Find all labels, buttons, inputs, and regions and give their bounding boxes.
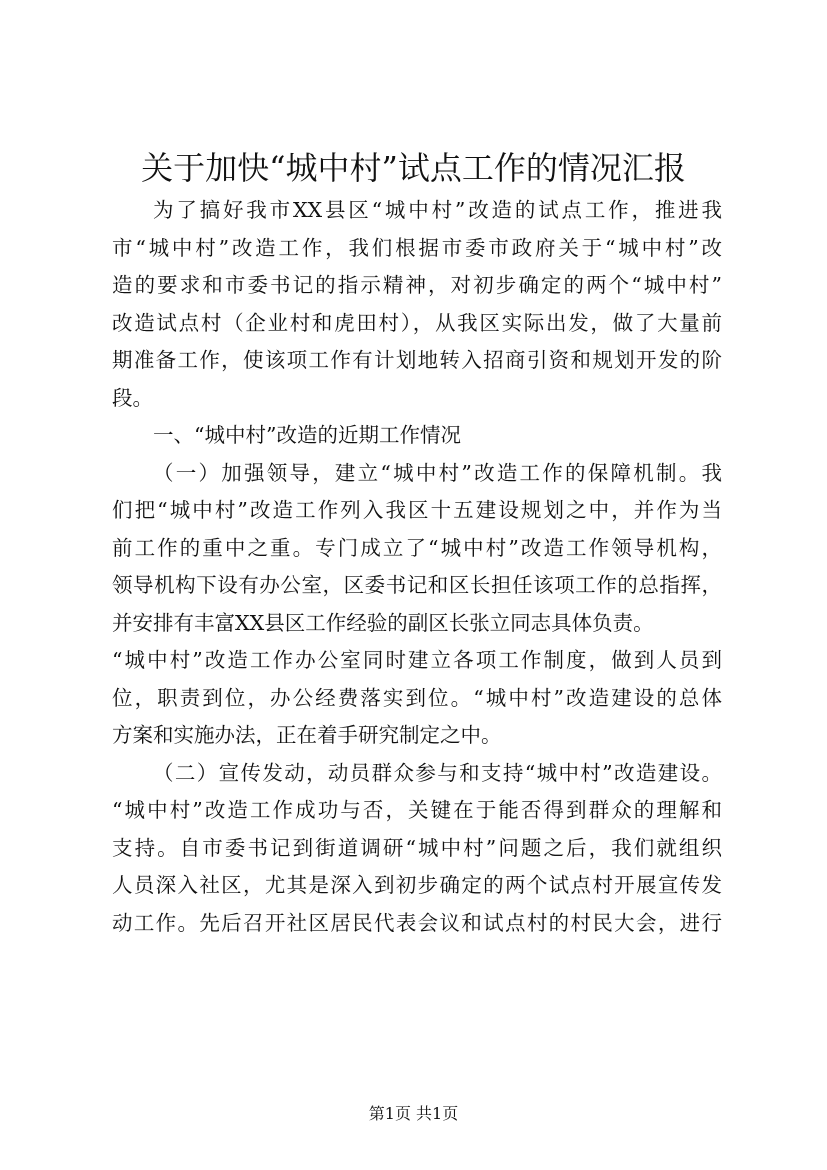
body-line: “城中村”改造工作办公室同时建立各项工作制度，做到人员到 [112,648,722,672]
body-line: 造的要求和市委书记的指示精神，对初步确定的两个“城中村” [112,273,722,297]
body-line: （二）宣传发动，动员群众参与和支持“城中村”改造建设。 [153,760,722,785]
body-line: 们把“城中村”改造工作列入我区十五建设规划之中，并作为当 [112,498,722,522]
body-line: 位，职责到位，办公经费落实到位。“城中村”改造建设的总体 [112,685,722,710]
page-footer: 第1页 共1页 [368,1104,459,1123]
body-line: 为了搞好我市XX县区“城中村”改造的试点工作，推进我 [153,198,722,222]
body-line: 人员深入社区，尤其是深入到初步确定的两个试点村开展宣传发 [112,873,722,897]
body-line: 期准备工作，使该项工作有计划地转入招商引资和规划开发的阶 [112,348,722,372]
body-line: “城中村”改造工作成功与否，关键在于能否得到群众的理解和 [112,798,722,822]
body-line: （一）加强领导，建立“城中村”改造工作的保障机制。我 [153,460,722,485]
document-title: 关于加快“城中村”试点工作的情况汇报 [141,149,686,187]
body-line: 支持。自市委书记到街道调研“城中村”问题之后，我们就组织 [112,835,722,860]
body-line: 前工作的重中之重。专门成立了“城中村”改造工作领导机构， [112,535,722,560]
body-line: 市“城中村”改造工作，我们根据市委市政府关于“城中村”改 [112,235,722,260]
body-line: 方案和实施办法，正在着手研究制定之中。 [112,723,502,747]
body-line: 段。 [112,385,153,410]
document-body [112,192,722,942]
body-line: 一、“城中村”改造的近期工作情况 [153,423,461,447]
body-line: 改造试点村（企业村和虎田村），从我区实际出发，做了大量前 [112,310,722,335]
body-line: 动工作。先后召开社区居民代表会议和试点村的村民大会，进行 [112,910,722,935]
body-line: 领导机构下设有办公室，区委书记和区长担任该项工作的总指挥， [112,573,722,597]
body-line: 并安排有丰富XX县区工作经验的副区长张立同志具体负责。 [112,610,654,635]
